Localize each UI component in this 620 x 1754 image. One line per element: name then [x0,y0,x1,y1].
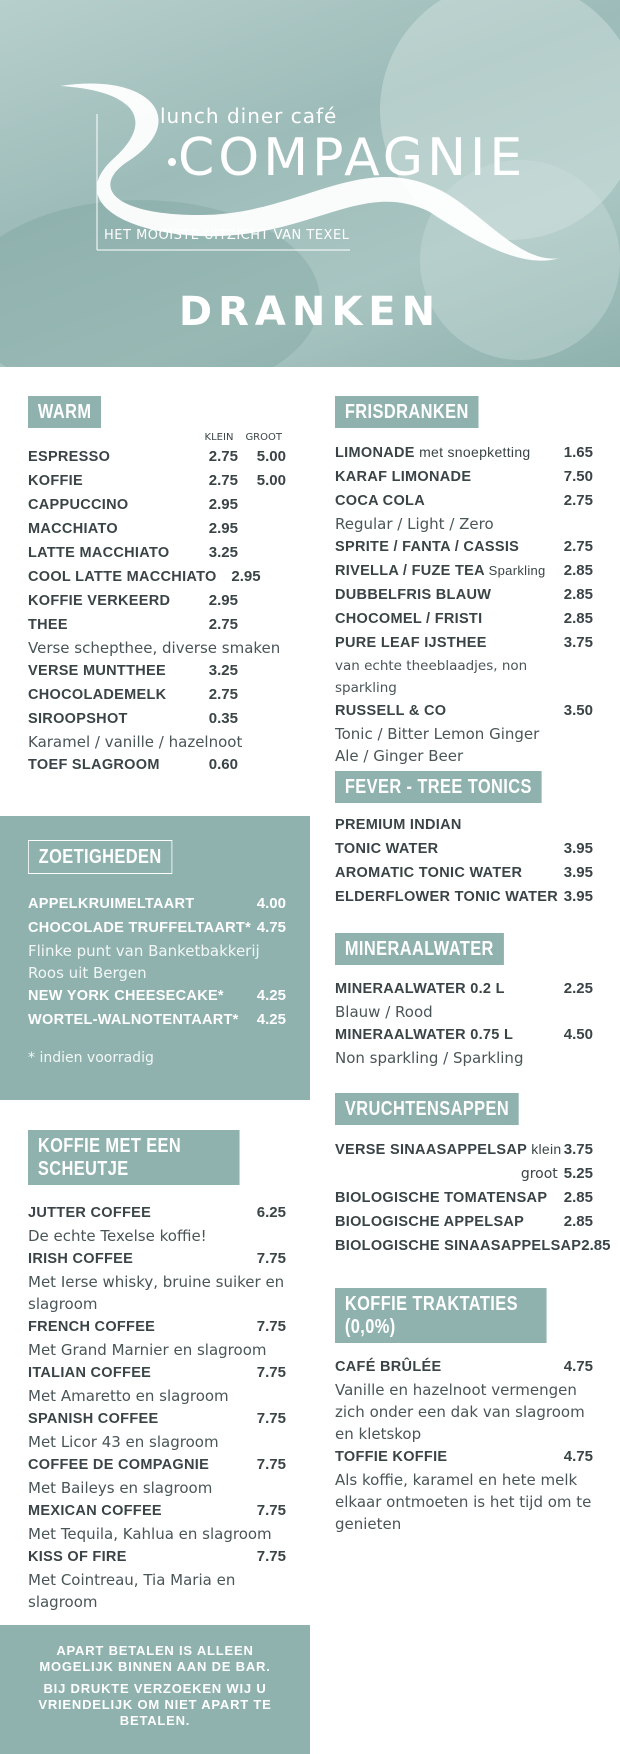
menu-item: CHOCOLADEMELK 2.75 [28,686,238,703]
item-description: Met Cointreau, Tia Maria en slagroom [28,1571,236,1611]
menu-item: RIVELLA / FUZE TEA Sparkling 2.85 [335,562,593,579]
menu-item: NEW YORK CHEESECAKE* 4.25 [28,987,286,1004]
menu-item: COFFEE DE COMPAGNIE 7.75 [28,1456,286,1473]
menu-item: MINERAALWATER 0.2 L 2.25 [335,980,593,997]
item-description: Vanille en hazelnoot vermengen zich onder een dak van slagroom en kletskop [335,1381,585,1443]
section-title-mineraalwater: MINERAALWATER [335,933,504,965]
section-title-warm: WARM [28,396,101,428]
menu-item: SPANISH COFFEE 7.75 [28,1410,286,1427]
item-description: De echte Texelse koffie! [28,1227,207,1245]
menu-item: KISS OF FIRE 7.75 [28,1548,286,1565]
menu-item: TOFFIE KOFFIE 4.75 [335,1448,593,1465]
menu-item: APPELKRUIMELTAART 4.00 [28,895,286,912]
payment-note-line1: APART BETALEN IS ALLEEN MOGELIJK BINNEN AAN DE BAR. [39,1643,271,1674]
slogan: HET MOOISTE UITZICHT VAN TEXEL [104,228,350,243]
menu-item: RUSSELL & CO 3.50 [335,702,593,719]
section-fever-tree [335,771,593,909]
menu-item: BIOLOGISCHE SINAASAPPELSAP 2.85 [335,1237,611,1254]
menu-item: TONIC WATER 3.95 [335,840,593,857]
menu-item: DUBBELFRIS BLAUW 2.85 [335,586,593,603]
item-description: Regular / Light / Zero [335,515,494,533]
menu-item: WORTEL-WALNOTENTAART* 4.25 [28,1011,286,1028]
section-frisdranken [335,396,593,767]
menu-item: CHOCOMEL / FRISTI 2.85 [335,610,593,627]
menu-item: JUTTER COFFEE 6.25 [28,1204,286,1221]
menu-item: BIOLOGISCHE APPELSAP 2.85 [335,1213,593,1230]
menu-item: COOL LATTE MACCHIATO 2.95 [28,568,261,585]
menu-item: ELDERFLOWER TONIC WATER 3.95 [335,888,593,905]
section-mineraalwater [335,933,593,1069]
item-description: Met Grand Marnier en slagroom [28,1341,267,1359]
menu-item: SPRITE / FANTA / CASSIS 2.75 [335,538,593,555]
menu-item: IRISH COFFEE 7.75 [28,1250,286,1267]
menu-item: SIROOPSHOT 0.35 [28,710,238,727]
menu-item: MACCHIATO 2.95 [28,520,238,537]
item-description: Met Tequila, Kahlua en slagroom [28,1525,272,1543]
menu-item: CAFÉ BRÛLÉE 4.75 [335,1358,593,1375]
menu-item: KARAF LIMONADE 7.50 [335,468,593,485]
menu-item: LIMONADE met snoepketting 1.65 [335,444,593,461]
menu-item: TOEF SLAGROOM 0.60 [28,756,238,773]
section-title-frisdranken: FRISDRANKEN [335,396,479,428]
menu-item: ITALIAN COFFEE 7.75 [28,1364,286,1381]
menu-item: KOFFIE 2.75 5.00 [28,472,286,489]
item-description: Verse schepthee, diverse smaken [28,639,281,657]
menu-item: LATTE MACCHIATO 3.25 [28,544,238,561]
item-description: Flinke punt van Banketbakkerij Roos uit Bergen [28,942,260,982]
item-description: Karamel / vanille / hazelnoot [28,733,243,751]
section-title-koffie-traktaties: KOFFIE TRAKTATIES (0,0%) [335,1288,547,1343]
header-banner [0,0,620,367]
menu-item: FRENCH COFFEE 7.75 [28,1318,286,1335]
menu-item: KOFFIE VERKEERD 2.95 [28,592,238,609]
payment-note-line2: BIJ DRUKTE VERZOEKEN WIJ U VRIENDELIJK OM NIET APART TE BETALEN. [38,1681,272,1728]
item-description: van echte theeblaadjes, non sparkling [335,658,528,696]
menu-item: COCA COLA 2.75 [335,492,593,509]
menu-item: CAPPUCCINO 2.95 [28,496,238,513]
section-title-fever-tree: FEVER - TREE TONICS [335,771,542,803]
section-title-scheutje: KOFFIE MET EEN SCHEUTJE [28,1130,240,1185]
item-description: Als koffie, karamel en hete melk elkaar ontmoeten is het tijd om te genieten [335,1471,592,1533]
menu-item: AROMATIC TONIC WATER 3.95 [335,864,593,881]
item-description: Met Baileys en slagroom [28,1479,213,1497]
tagline: lunch diner café [160,104,338,128]
menu-item: MEXICAN COFFEE 7.75 [28,1502,286,1519]
item-description: Met Licor 43 en slagroom [28,1433,219,1451]
menu-item: VERSE SINAASAPPELSAP klein 3.75 [335,1141,593,1158]
item-description: Met Amaretto en slagroom [28,1387,229,1405]
section-title-zoetigheden: ZOETIGHEDEN [28,840,172,874]
menu-item: PREMIUM INDIAN [335,817,462,833]
footnote: * indien voorradig [28,1050,154,1066]
section-zoetigheden [0,816,310,1100]
menu-item: BIOLOGISCHE TOMATENSAP 2.85 [335,1189,593,1206]
section-title-vruchtensappen: VRUCHTENSAPPEN [335,1093,519,1125]
menu-item: MINERAALWATER 0.75 L 4.50 [335,1026,593,1043]
brand-name: COMPAGNIE [178,128,527,188]
section-warm [28,396,286,777]
menu-item: CHOCOLADE TRUFFELTAART* 4.75 [28,919,286,936]
item-description: Blauw / Rood [335,1003,433,1021]
size-large-label: GROOT [245,432,282,443]
section-vruchtensappen [335,1093,611,1258]
section-scheutje [28,1130,286,1613]
section-koffie-traktaties [335,1288,593,1535]
item-description: Tonic / Bitter Lemon Ginger Ale / Ginger Beer [335,725,540,765]
menu-item: THEE 2.75 [28,616,238,633]
size-labels [28,432,286,443]
size-small-label: KLEIN [204,432,234,443]
menu-item: groot 5.25 [520,1165,593,1182]
item-description: Met Ierse whisky, bruine suiker en slagroom [28,1273,285,1313]
menu-item: ESPRESSO 2.75 5.00 [28,448,286,465]
payment-note [0,1625,310,1754]
menu-item: VERSE MUNTTHEE 3.25 [28,662,238,679]
menu-item: PURE LEAF IJSTHEE 3.75 [335,634,593,651]
page-title: DRANKEN [178,289,442,335]
item-description: Non sparkling / Sparkling [335,1049,524,1067]
